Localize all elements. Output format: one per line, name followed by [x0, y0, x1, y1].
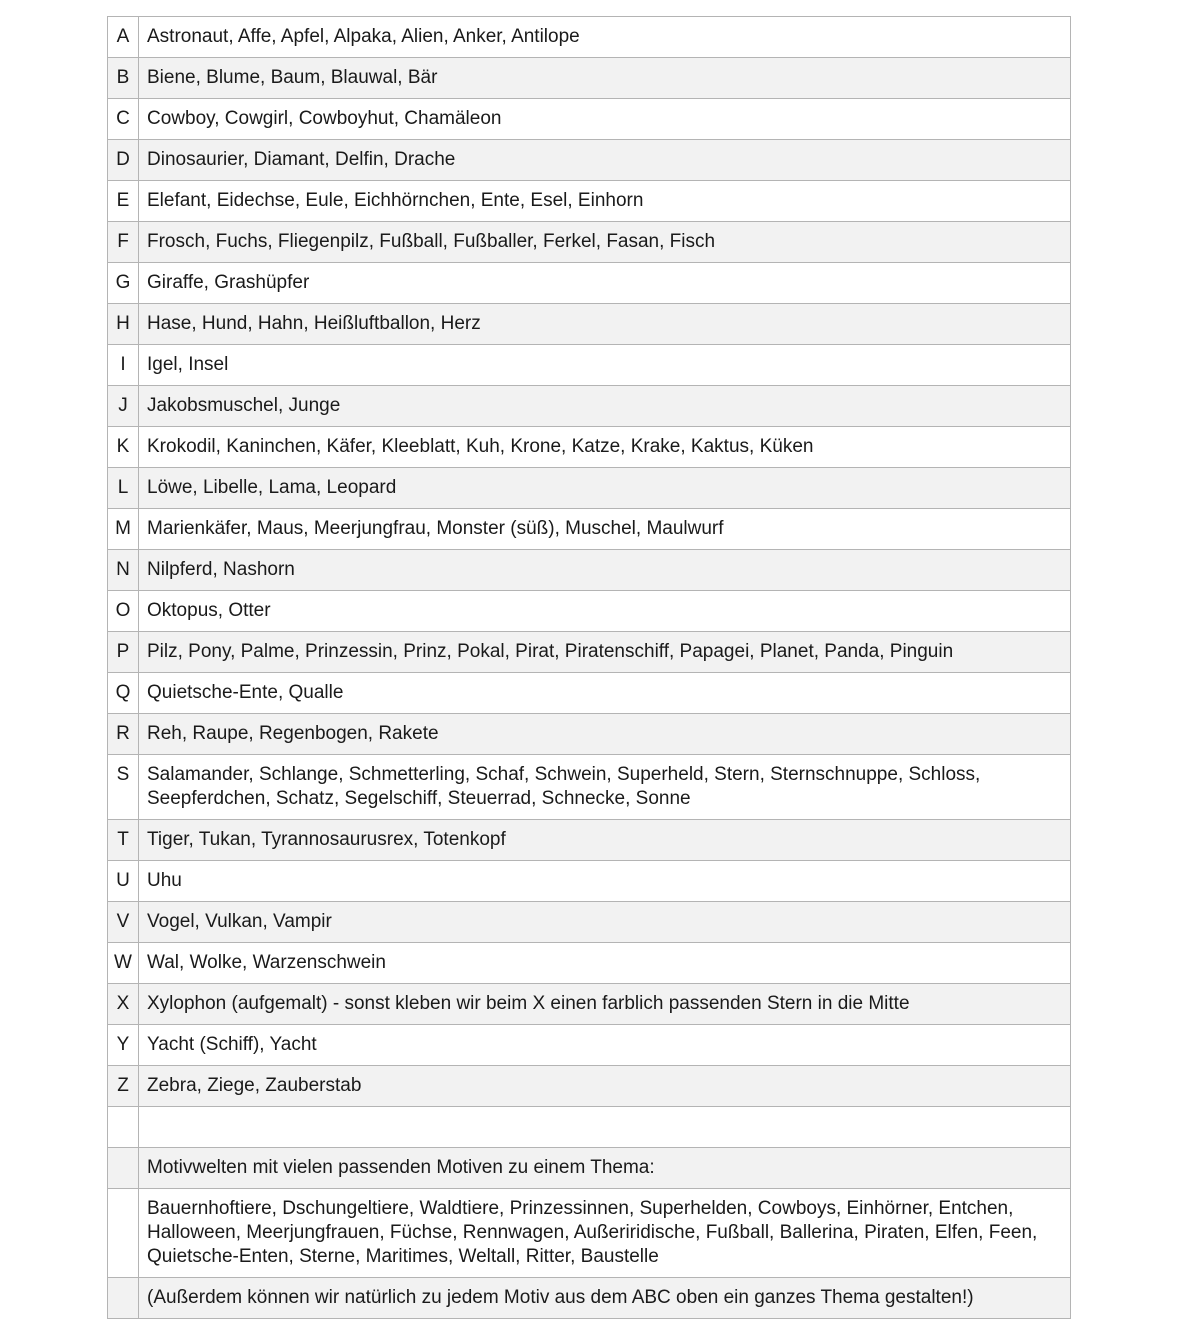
table-row	[108, 181, 1071, 222]
row-words: Xylophon (aufgemalt) - sonst kleben wir beim X einen farblich passenden Stern in die Mitte	[139, 984, 1071, 1025]
row-letter: B	[108, 58, 139, 99]
table-row	[108, 861, 1071, 902]
row-letter: A	[108, 17, 139, 58]
row-words: Marienkäfer, Maus, Meerjungfrau, Monster (süß), Muschel, Maulwurf	[139, 509, 1071, 550]
row-words: Reh, Raupe, Regenbogen, Rakete	[139, 714, 1071, 755]
row-words: Elefant, Eidechse, Eule, Eichhörnchen, Ente, Esel, Einhorn	[139, 181, 1071, 222]
row-words: Igel, Insel	[139, 345, 1071, 386]
row-letter: Y	[108, 1025, 139, 1066]
row-words: Tiger, Tukan, Tyrannosaurusrex, Totenkopf	[139, 820, 1071, 861]
row-letter	[108, 1107, 139, 1148]
table-row	[108, 550, 1071, 591]
row-letter: Z	[108, 1066, 139, 1107]
row-letter: M	[108, 509, 139, 550]
theme-heading: Motivwelten mit vielen passenden Motiven zu einem Thema:	[139, 1148, 1071, 1189]
table-row	[108, 468, 1071, 509]
row-letter: Q	[108, 673, 139, 714]
row-letter: P	[108, 632, 139, 673]
table-row	[108, 263, 1071, 304]
row-letter: N	[108, 550, 139, 591]
row-letter: T	[108, 820, 139, 861]
row-words: Nilpferd, Nashorn	[139, 550, 1071, 591]
table-row	[108, 902, 1071, 943]
row-words: Dinosaurier, Diamant, Delfin, Drache	[139, 140, 1071, 181]
row-words: Quietsche-Ente, Qualle	[139, 673, 1071, 714]
table-row	[108, 984, 1071, 1025]
table-row-empty	[108, 1107, 1071, 1148]
row-letter	[108, 1148, 139, 1189]
table-row-theme-list	[108, 1189, 1071, 1278]
table-row	[108, 427, 1071, 468]
table-row	[108, 304, 1071, 345]
table-row	[108, 386, 1071, 427]
row-letter: D	[108, 140, 139, 181]
row-words: Salamander, Schlange, Schmetterling, Schaf, Schwein, Superheld, Stern, Sternschnuppe, Schloss, Seepferdchen, Schatz, Segelschiff, Steuerrad, Schnecke, Sonne	[139, 755, 1071, 820]
row-letter: K	[108, 427, 139, 468]
row-letter	[108, 1189, 139, 1278]
row-letter: F	[108, 222, 139, 263]
row-letter: X	[108, 984, 139, 1025]
row-letter: L	[108, 468, 139, 509]
row-words: Zebra, Ziege, Zauberstab	[139, 1066, 1071, 1107]
row-letter: C	[108, 99, 139, 140]
row-letter: O	[108, 591, 139, 632]
table-row	[108, 820, 1071, 861]
table-row	[108, 943, 1071, 984]
table-row-note	[108, 1278, 1071, 1319]
abc-motif-table	[107, 16, 1071, 1319]
table-row	[108, 345, 1071, 386]
table-row-theme-heading	[108, 1148, 1071, 1189]
row-words: Oktopus, Otter	[139, 591, 1071, 632]
table-row	[108, 673, 1071, 714]
row-words: Jakobsmuschel, Junge	[139, 386, 1071, 427]
row-letter: E	[108, 181, 139, 222]
row-words: Biene, Blume, Baum, Blauwal, Bär	[139, 58, 1071, 99]
row-words: Giraffe, Grashüpfer	[139, 263, 1071, 304]
row-letter: I	[108, 345, 139, 386]
row-letter: H	[108, 304, 139, 345]
row-words: Cowboy, Cowgirl, Cowboyhut, Chamäleon	[139, 99, 1071, 140]
row-words: Yacht (Schiff), Yacht	[139, 1025, 1071, 1066]
row-letter: S	[108, 755, 139, 820]
row-words: Astronaut, Affe, Apfel, Alpaka, Alien, Anker, Antilope	[139, 17, 1071, 58]
row-words: Löwe, Libelle, Lama, Leopard	[139, 468, 1071, 509]
table-row	[108, 99, 1071, 140]
table-row	[108, 140, 1071, 181]
table-row	[108, 509, 1071, 550]
row-letter: U	[108, 861, 139, 902]
table-row	[108, 222, 1071, 263]
row-words: Pilz, Pony, Palme, Prinzessin, Prinz, Pokal, Pirat, Piratenschiff, Papagei, Planet, Panda, Pinguin	[139, 632, 1071, 673]
row-letter: W	[108, 943, 139, 984]
table-row	[108, 58, 1071, 99]
row-letter: R	[108, 714, 139, 755]
table-row	[108, 591, 1071, 632]
row-words: Frosch, Fuchs, Fliegenpilz, Fußball, Fußballer, Ferkel, Fasan, Fisch	[139, 222, 1071, 263]
table-row	[108, 755, 1071, 820]
table-row	[108, 17, 1071, 58]
row-words: Vogel, Vulkan, Vampir	[139, 902, 1071, 943]
row-words	[139, 1107, 1071, 1148]
theme-note: (Außerdem können wir natürlich zu jedem Motiv aus dem ABC oben ein ganzes Thema gestalten!)	[139, 1278, 1071, 1319]
row-letter: G	[108, 263, 139, 304]
theme-list: Bauernhoftiere, Dschungeltiere, Waldtiere, Prinzessinnen, Superhelden, Cowboys, Einhörner, Entchen, Halloween, Meerjungfrauen, Füchse, Rennwagen, Außeriridische, Fußball, Ballerina, Piraten, Elfen, Feen, Quietsche-Enten, Sterne, Maritimes, Weltall, Ritter, Baustelle	[139, 1189, 1071, 1278]
table-row	[108, 1025, 1071, 1066]
row-words: Wal, Wolke, Warzenschwein	[139, 943, 1071, 984]
row-words: Hase, Hund, Hahn, Heißluftballon, Herz	[139, 304, 1071, 345]
row-words: Uhu	[139, 861, 1071, 902]
row-letter: V	[108, 902, 139, 943]
table-row	[108, 714, 1071, 755]
row-words: Krokodil, Kaninchen, Käfer, Kleeblatt, Kuh, Krone, Katze, Krake, Kaktus, Küken	[139, 427, 1071, 468]
row-letter: J	[108, 386, 139, 427]
row-letter	[108, 1278, 139, 1319]
table-row	[108, 632, 1071, 673]
table-row	[108, 1066, 1071, 1107]
